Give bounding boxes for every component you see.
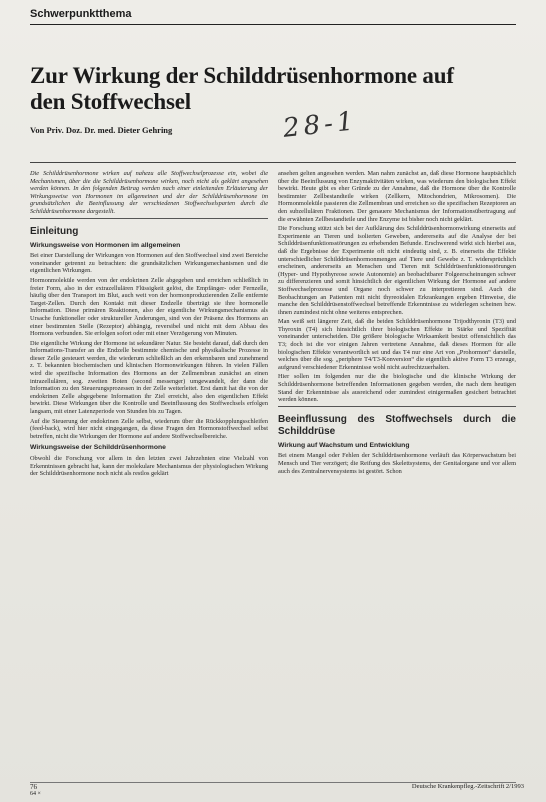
section-rule [30,218,268,219]
paragraph: ansehen gelten angesehen werden. Man nahm zunächst an, daß diese Hormone hauptsächlich über die Beeinflussung von Enzymaktivitäten wirken, was wiederum den biologischen Effekt bewirkt. Heute gibt es eher Gründe zu der Annahme, daß die Hormone über die Kontrolle bestimmter Zellbestandteile wirken (Zellkern, Mitochondrien, Mikrosomen). Die Hormonmoleküle passieren die Zellmembran und erreichen so die spezifischen Rezeptoren an den subzellulären Fraktionen. Der genauere Mechanismus der Informationsübertragung auf die erwähnten Zellbestandteile und ihre Enzyme ist bisher noch nicht geklärt. [278,170,516,223]
paragraph: Man weiß seit längerer Zeit, daß die beiden Schilddrüsenhormone Trijodthyronin (T3) und Thyroxin (T4) sich hinsichtlich ihrer biologischen Effekte in Stärke und Spezifität voneinander unterscheiden. Die größere biologische Wirksamkeit besitzt offensichtlich das T3; doch ist die vor einigen Jahren vertretene Annahme, daß dieses Hormon für alle biologischen Effekte verantwortlich sei und das T4 nur eine Art von „Prohormon“ darstelle, welches über die sog. „periphere T4/T3-Konversion“ die eigentlich aktive Form T3 erzeuge, aufgrund verschiedener Erkenntnisse wohl nicht aufrechtzuerhalten. [278,318,516,371]
article-author: Von Priv. Doz. Dr. med. Dieter Gehring [30,125,173,135]
article-title: Zur Wirkung der Schilddrüsenhormone auf den Stoffwechsel [30,63,454,114]
paragraph: Hier sollen im folgenden nur die die biologische und die klinische Wirkung der Schilddrüsenhormone betreffenden Informationen gegeben werden, die nach dem heutigen Stand der Erkenntnisse als ausreichend oder zumindest einigermaßen gesichert betrachtet werden können. [278,373,516,404]
page-code: 64 × [30,791,41,797]
handwritten-annotation: 28-1 [281,106,359,144]
paragraph: Die Forschung stützt sich bei der Aufklärung des Schilddrüsenhormonwirkung einerseits auf Experimente an Tieren und isolierten Geweben, andererseits auf die Analyse der bei Schilddrüsenfunktionsstörungen zu erhebenden Befunde. Erschwerend wirkt sich hierbei aus, daß die Ergebnisse der Experimente oft nicht eindeutig sind, z. B. einerseits die Effekte unterschiedlicher Schilddrüsenhormonmengen auf Tiere und Gewebe z. T. widersprüchlich erscheinen, andererseits an Menschen und Tieren mit Schilddrüsenfunktionsstörungen (Hyper- und Hypothyreose sowie Autonomie) an beobachtbarer Folgeerscheinungen schwer zu differenzieren und somit hinsichtlich der eigentlichen Wirkung der Hormone auf andere Stoffwechselprozesse und Organe noch schwer zu interpretieren sind. Auch die Beobachtungen an Patienten mit nicht thyreoidalen Erkrankungen ergeben Hinweise, die manche den Schilddrüsenstoffwechsel betreffende Erkenntnisse zu widerlegen scheinen bzw. ihnen zumindest nicht ohne weiteres entsprechen. [278,225,516,316]
paragraph: Bei einem Mangel oder Fehlen der Schilddrüsenhormone verläuft das Körperwachstum bei Mensch und Tier verzögert; die Reifung des Skelettsystems, der Genitalorgane und vor allem auch des Zentralnervensystems ist gestört. Schon [278,452,516,475]
section-tag: Schwerpunktthema [30,8,132,20]
subheading-thyroid-hormones: Wirkungsweise der Schilddrüsenhormone [30,444,166,452]
paragraph: Die eigentliche Wirkung der Hormone ist sekundärer Natur. Sie besteht darauf, daß durch den Informations-Transfer an die Endzelle bestimmte chemische und physikalische Prozesse in dieser Zelle gesteuert werden, die wiederum schließlich an den erkennbaren und zunehmend z. T. bekannten biochemischen und klinischen Hormonwirkungen führen. In vielen Fällen wird die spezifische Information des Hormons an der Zellmembran zunächst an einen intrazellulären, sog. zweiten Boten (second messenger) umgewandelt, der dann die Information zu den Steuerungsprozessen in der Zelle weiterleitet. Erst damit hat die von der endokrinen Zelle abgegebene Information ihr Ziel erreicht, also den eigentlichen Effekt bewirkt. Diese Wirkungen über die Kontrolle und Beeinflussung des Stoffwechsels erfolgen langsam, mit einer Latenzperiode von Stunden bis zu Tagen. [30,339,268,416]
journal-citation: Deutsche Krankenpfleg.-Zeitschrift 2/1993 [411,783,524,790]
header-rule [30,24,516,25]
subheading-hormones-general: Wirkungsweise von Hormonen im allgemeinen [30,241,181,249]
article-abstract: Die Schilddrüsenhormone wirken auf nahezu alle Stoffwechselprozesse ein, wobei die Mechanismen, über die die Schilddrüsenhormone wirken, noch nicht als geklärt angesehen werden können. In den folgenden Beitrag werden nach einer einleitenden Erläuterung der Wirkungsweise von Hormonen im allgemeinen und der der Schilddrüsenhormone im grundsätzlichen die Beeinflussung der verschiedenen Stoffwechselsparten durch die Schilddrüsenhormone dargestellt. [30,170,268,215]
paragraph: Hormonmoleküle werden von der endokrinen Zelle abgegeben und erreichen schließlich in freier Form, also in der extrazellulären Flüssigkeit gelöst, die Empfänger- oder Fernzelle, häufig über den Transport im Blut, auch weit von der hormonproduzierenden Zelle entfernte Target-Zellen. Durch den Kontakt mit dieser Endzelle überträgt sie ihre hormonelle Information. Diese primären Reaktionen, also der eigentliche Wirkungsmechanismus als Ursache funktioneller oder struktureller Änderungen, sind von der Präsenz des Hormons an einer bestimmten Stelle (Rezeptor) abhängig, reversibel und nicht mit dem Abbau des Hormons verbunden. Sie erfolgen sofort oder mit einer Verzögerung von Minuten. [30,276,268,338]
subheading-growth: Wirkung auf Wachstum und Entwicklung [278,441,410,449]
heading-metabolism: Beeinflussung des Stoffwechsels durch die Schilddrüse [278,413,516,437]
paragraph: Obwohl die Forschung vor allem in den letzten zwei Jahrzehnten eine Vielzahl von Erkenntnissen gebracht hat, kann der molekulare Mechanismus der physiologischen Wirkung der Schilddrüsenhormone noch nicht als restlos geklärt [30,455,268,478]
right-column [278,170,516,477]
heading-introduction: Einleitung [30,225,79,237]
section-rule [278,406,516,407]
left-column [30,170,268,480]
paragraph: Auf die Steuerung der endokrinen Zelle selbst, wiederum über die Rückkopplungsschleifen (feed-back), wird hier nicht eingegangen, da diese Fragen den Hormonstoffwechsel selbst betreffen, nicht die Wirkungen der Hormone auf andere Stoffwechselbereiche. [30,417,268,440]
paragraph: Bei einer Darstellung der Wirkungen von Hormonen auf den Stoffwechsel sind zwei Bereiche voneinander getrennt zu betrachten: die grundsätzlichen Wirkungsmechanismen und die eigentlichen Wirkungen. [30,252,268,275]
page-number: 76 [30,783,37,791]
title-rule [30,162,516,163]
